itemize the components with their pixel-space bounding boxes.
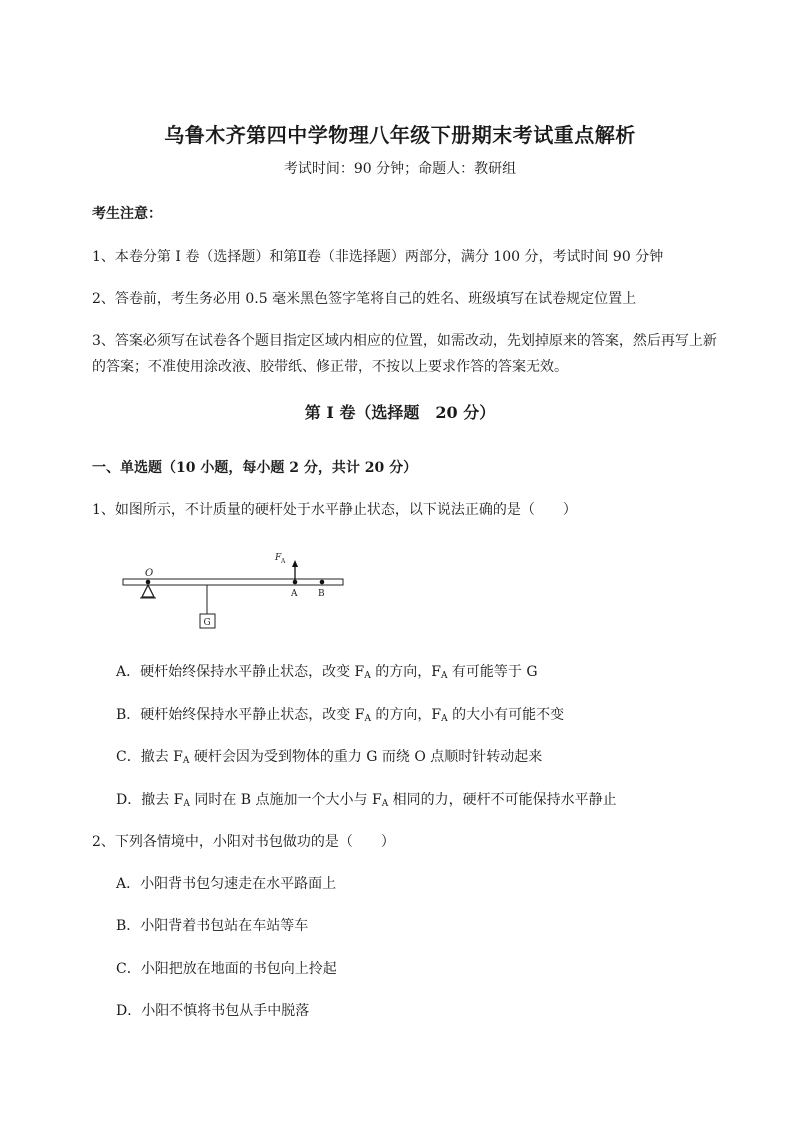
option-d-text: D．撤去 F — [116, 792, 184, 808]
part-title: 一、单选题（10 小题，每小题 2 分，共计 20 分） — [92, 460, 418, 476]
weight-label: G — [203, 618, 211, 628]
subscript-a: A — [364, 671, 371, 681]
question-2-option-b[interactable]: B．小阳背着书包站在车站等车 — [116, 918, 309, 934]
option-d-text-2: 同时在 B 点施加一个大小与 F — [189, 792, 382, 808]
notice-heading: 考生注意： — [92, 206, 162, 222]
question-2-stem: 2、下列各情境中，小阳对书包做功的是（ ） — [92, 834, 395, 850]
point-o-label: O — [145, 568, 154, 579]
question-1-option-b[interactable] — [116, 704, 564, 724]
point-b-label: B — [318, 589, 325, 599]
page-title: 乌鲁木齐第四中学物理八年级下册期末考试重点解析 — [164, 123, 636, 147]
question-2-option-d[interactable]: D．小阳不慎将书包从手中脱落 — [116, 1003, 310, 1019]
option-a-text-2: 的方向，F — [370, 664, 441, 680]
lever-rod — [123, 579, 343, 585]
option-d-text-3: 相同的力，硬杆不可能保持水平静止 — [388, 792, 617, 808]
option-c-text-2: 硬杆会因为受到物体的重力 G 而绕 O 点顺时针转动起来 — [189, 749, 543, 765]
option-b-text: B．硬杆始终保持水平静止状态，改变 F — [116, 707, 365, 723]
notice-item-3: 3、答案必须写在试卷各个题目指定区域内相应的位置，如需改动，先划掉原来的答案，然后再写上新 — [92, 333, 717, 349]
subscript-a: A — [182, 756, 190, 766]
force-label: F — [275, 553, 282, 563]
point-b-dot — [320, 580, 325, 585]
option-a-text-3: 有可能等于 G — [447, 664, 538, 680]
subscript-a: A — [441, 714, 448, 724]
question-1-option-d[interactable] — [116, 789, 617, 809]
question-1-option-a[interactable] — [116, 661, 538, 681]
force-label-subscript: A — [281, 558, 286, 565]
exam-info: 考试时间：90 分钟；命题人：教研组 — [283, 161, 517, 177]
notice-item-1: 1、本卷分第 I 卷（选择题）和第Ⅱ卷（非选择题）两部分，满分 100 分，考试时间 90 分钟 — [92, 249, 664, 265]
subscript-a: A — [440, 671, 448, 681]
subscript-a: A — [381, 799, 389, 809]
point-o-dot — [146, 580, 151, 585]
lever-diagram — [115, 543, 355, 635]
option-c-text: C．撤去 F — [116, 749, 183, 765]
question-2-option-a[interactable]: A．小阳背书包匀速走在水平路面上 — [116, 876, 337, 892]
notice-item-3-continued: 的答案；不准使用涂改液、胶带纸、修正带，不按以上要求作答的答案无效。 — [92, 359, 568, 375]
option-a-text: A．硬杆始终保持水平静止状态，改变 F — [116, 664, 365, 680]
question-1-option-c[interactable] — [116, 746, 542, 766]
point-a-label: A — [291, 589, 298, 599]
question-1-stem: 1、如图所示，不计质量的硬杆处于水平静止状态，以下说法正确的是（ ） — [92, 502, 577, 518]
point-a-dot — [293, 580, 298, 585]
subscript-a: A — [183, 799, 190, 809]
force-arrow-head — [292, 560, 298, 567]
option-b-text-3: 的大小有可能不变 — [447, 707, 565, 723]
option-b-text-2: 的方向，F — [370, 707, 442, 723]
question-2-option-c[interactable]: C．小阳把放在地面的书包向上拎起 — [116, 961, 337, 977]
subscript-a: A — [364, 714, 371, 724]
notice-item-2: 2、答卷前，考生务必用 0.5 毫米黑色签字笔将自己的姓名、班级填写在试卷规定位置上 — [92, 291, 637, 307]
section-title: 第 I 卷（选择题 20 分） — [304, 403, 496, 422]
fulcrum-triangle — [142, 585, 154, 597]
